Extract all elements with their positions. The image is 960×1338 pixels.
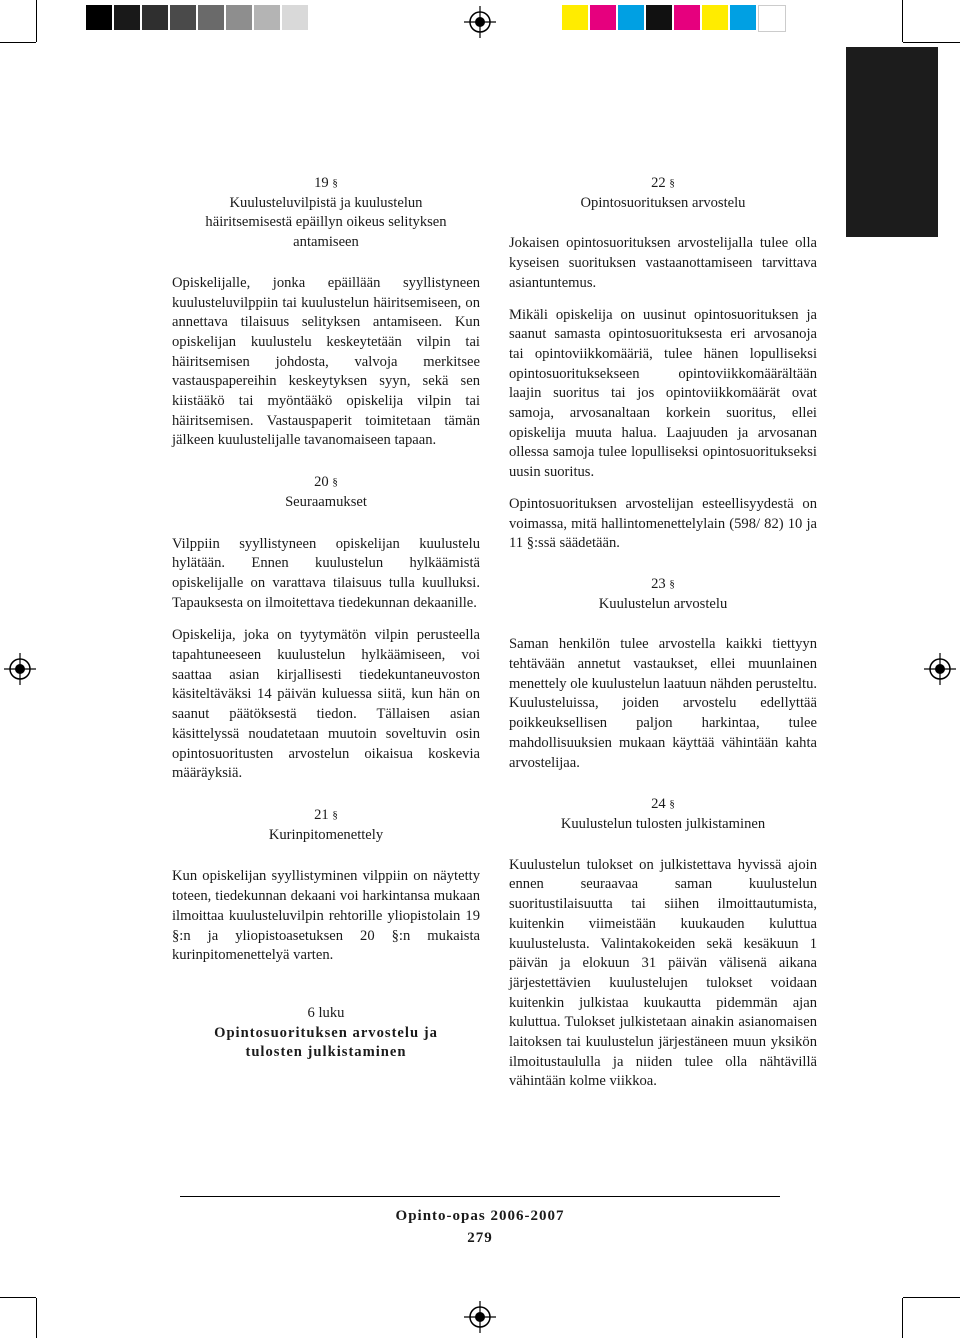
- section-24-body: Kuulustelun tulokset on julkistettava hyvissä ajoin ennen seuraavaa saman kuulustelun suoritustilaisuutta tai siihen ilmoittautumista, kuitenkin viimeistään kuukauden kuluttua kuulustelusta. Valintakokeiden sekä kesäkuun 1 päivän ja elokuun 31 päivän välisenä aikana järjestettävien kuulustelujen tulokset voidaan kuitenkin julkistaa kuukautta pidemmän ajan kuluttua. Tulokset julkistetaan ainakin asianomaisen laitoksen tai kuulustelun järjestäneen muun yksikön ilmoitustaululla ja niiden tulee olla nähtävillä vähintään kolme viikkoa.: [509, 856, 817, 1090]
- section-sign: §: [332, 177, 338, 189]
- section-20-heading: [172, 473, 480, 512]
- crop-mark: [36, 0, 37, 42]
- color-swatch: [226, 5, 252, 30]
- color-swatch: [646, 5, 672, 30]
- thumb-index-tab: [846, 47, 938, 237]
- registration-mark-icon: [924, 653, 956, 685]
- color-swatch: [758, 5, 786, 32]
- section-20-paragraph: Opiskelija, joka on tyytymätön vilpin perusteella tapahtuneeseen kuulustelun hylkäämiseen, voi saattaa asian kirjallisesti tiedekuntaneuvoston käsiteltäväksi 14 päivän kuluessa siitä, kun hän on saanut päätöksestä tiedon. Tällaisen asian käsittelyssä noudatetaan muutoin soveltuvin osin opintosuoritusten arvostelun oikaisua koskevia määräyksiä.: [172, 627, 480, 782]
- section-22-paragraph: Mikäli opiskelija on uusinut opintosuorituksen ja saanut samasta opintosuorituksesta eri arvosanoja tai opintoviikkomääriä, tulee hänen lopulliseksi opintosuorituksekseen opintoviikkomäärältään laajin suoritus tai jos opintoviikkomäärät ovat samoja, arvosanaltaan korkein suoritus, ellei opiskelija muuta halua. Laajuuden ja arvosanan ollessa samoja tulee lopulliseksi opintosuoritukseksi uusin suoritus.: [509, 306, 817, 481]
- color-swatch: [114, 5, 140, 30]
- color-swatch: [618, 5, 644, 30]
- section-title: Kurinpitomenettely: [268, 826, 384, 843]
- color-swatch: [142, 5, 168, 30]
- crop-mark: [0, 42, 36, 43]
- section-23-heading: [509, 575, 817, 614]
- color-swatch: [562, 5, 588, 30]
- section-19-body: Opiskelijalle, jonka epäillään syyllistyneen kuulusteluvilppiin tai kuulustelun häiritsemiseen, on annettava tilaisuus selityksen antamiseen. Kun opiskelijan kuulustelu keskeytetään vilpin tai häiritsemisen johdosta, valvoja merkitsee vastauspapereihin keskeytyksen syyn, sekä sen kiistääkö tai myöntääkö opiskelija vilpin tai häiritsemisen. Vastauspaperit toimitetaan tämän jälkeen kuulustelijalle tavanomaiseen tapaan.: [172, 274, 480, 449]
- right-column: [509, 174, 817, 1105]
- section-number: 21: [314, 806, 329, 823]
- section-title: Seuraamukset: [285, 493, 367, 510]
- section-number: 23: [651, 575, 666, 592]
- footer-publication-title: Opinto-opas 2006-2007: [395, 1208, 565, 1224]
- section-19-heading: [172, 174, 480, 253]
- section-title: Opintosuorituksen arvostelu: [580, 194, 746, 211]
- section-number: 22: [651, 175, 666, 191]
- crop-mark: [902, 1298, 903, 1338]
- chapter-title-line: Opintosuorituksen arvostelu ja: [214, 1024, 438, 1041]
- section-22-paragraph: Jokaisen opintosuorituksen arvostelijalla tulee olla kyseisen suorituksen vastaanottamiseen tarvittava asiantuntemus.: [509, 235, 817, 291]
- section-21-body: Kun opiskelijan syyllistyminen vilppiin on näytetty toteen, tiedekunnan dekaani voi harkintansa mukaan ilmoittaa kuulusteluvilpin rehtorille yliopistolain 19 §:n ja yliopistoasetuksen 20 §:n mukaista kurinpitomenettelyä varten.: [172, 868, 480, 964]
- section-number: 19: [314, 175, 329, 191]
- color-swatch: [730, 5, 756, 30]
- registration-mark-icon: [464, 1301, 496, 1333]
- color-swatch: [674, 5, 700, 30]
- section-20-paragraph: Vilppiin syyllistyneen opiskelijan kuulustelu hylätään. Ennen kuulustelun hylkäämistä opiskelijalle on varattava tilaisuus tulla kuulluksi. Tapauksesta on ilmoitettava tiedekunnan dekaanille.: [172, 535, 480, 611]
- section-number: 24: [651, 796, 666, 813]
- crop-mark: [0, 1297, 36, 1298]
- color-swatch: [170, 5, 196, 30]
- section-22-paragraph: Opintosuorituksen arvostelijan esteellisyydestä on voimassa, mitä hallintomenettelylain (598/ 82) 10 ja 11 §:ssä säädetään.: [509, 495, 817, 552]
- section-23-body: Saman henkilön tulee arvostella kaikki tiettyyn tehtävään annetut vastaukset, ellei muunlainen menettely ole kuulustelun laatuun nähden perusteltu. Kuulusteluissa, joiden arvostelu edellyttää poikkeuksellisen paljon harkintaa, tulee mahdollisuuksien mukaan käyttää vähintään kahta arvostelijaa.: [509, 636, 818, 771]
- registration-mark-icon: [464, 6, 496, 38]
- chapter-title-line: tulosten julkistaminen: [245, 1044, 407, 1061]
- section-title: Kuulustelun arvostelu: [598, 595, 728, 612]
- footer-rule: [180, 1196, 780, 1197]
- section-21-heading: [172, 806, 480, 845]
- section-number: 20: [314, 474, 329, 491]
- section-title-line: antamiseen: [293, 234, 359, 251]
- section-title: Kuulustelun tulosten julkistaminen: [560, 815, 766, 832]
- color-swatch: [198, 5, 224, 30]
- crop-mark: [36, 1298, 37, 1338]
- color-swatch: [86, 5, 112, 30]
- color-swatch: [282, 5, 308, 30]
- section-title-line: Kuulusteluvilpistä ja kuulustelun: [229, 194, 423, 211]
- left-column: [172, 174, 480, 1063]
- section-sign: §: [669, 798, 675, 811]
- section-title-line: häiritsemisestä epäillyn oikeus selityksen: [205, 214, 447, 231]
- color-swatch: [590, 5, 616, 30]
- section-sign: §: [332, 476, 338, 489]
- registration-mark-icon: [4, 653, 36, 685]
- color-swatch: [254, 5, 280, 30]
- section-sign: §: [332, 808, 338, 821]
- section-24-heading: [509, 795, 817, 834]
- crop-mark: [903, 1297, 960, 1298]
- color-swatch: [702, 5, 728, 30]
- chapter-number: 6 luku: [307, 1004, 345, 1021]
- crop-mark: [902, 0, 903, 42]
- page-number: 279: [467, 1230, 493, 1246]
- section-sign: §: [669, 177, 675, 189]
- section-22-heading: [509, 174, 817, 213]
- crop-mark: [903, 42, 960, 43]
- section-sign: §: [669, 577, 675, 590]
- chapter-heading: [172, 1004, 480, 1063]
